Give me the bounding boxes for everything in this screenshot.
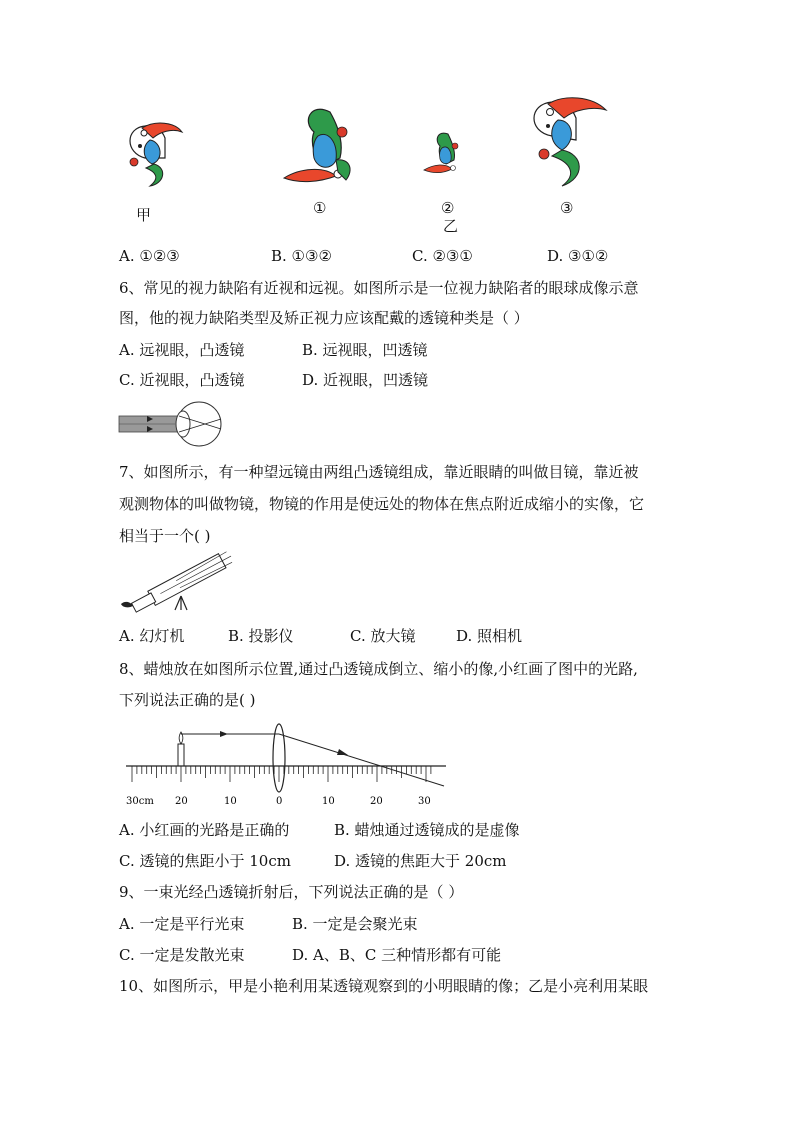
q8-option-c: C. 透镜的焦距小于 10cm — [119, 852, 291, 870]
q6-stem-line2: 图，他的视力缺陷类型及矫正视力应该配戴的透镜种类是（ ） — [119, 309, 529, 327]
q5-option-b: B. ①③② — [271, 247, 332, 265]
ruler-label-30cm-left: 30cm — [126, 796, 154, 807]
q8-stem-line2: 下列说法正确的是( ) — [119, 691, 256, 709]
ruler-label-10-right: 10 — [322, 796, 335, 807]
q7-stem-line3: 相当于一个( ) — [119, 527, 211, 545]
ruler-label-0: 0 — [276, 796, 283, 807]
q8-option-b: B. 蜡烛通过透镜成的是虚像 — [334, 821, 520, 839]
bird-figure-1 — [280, 102, 360, 194]
q8-option-d: D. 透镜的焦距大于 20cm — [334, 852, 507, 870]
q6-stem-line1: 6、常见的视力缺陷有近视和远视。如图所示是一位视力缺陷者的眼球成像示意 — [119, 279, 639, 297]
figure-label-3: ③ — [560, 199, 574, 217]
figure-label-jia: 甲 — [136, 206, 152, 224]
q9-option-a: A. 一定是平行光束 — [119, 915, 245, 933]
q7-option-d: D. 照相机 — [456, 627, 523, 645]
q7-stem-line2: 观测物体的叫做物镜，物镜的作用是使远处的物体在焦点附近成缩小的实像，它 — [119, 495, 645, 513]
ruler-label-30-right: 30 — [418, 796, 431, 807]
lens-ruler-diagram — [124, 722, 448, 810]
q7-option-b: B. 投影仪 — [228, 627, 294, 645]
q9-option-b: B. 一定是会聚光束 — [292, 915, 418, 933]
q6-option-a: A. 远视眼，凸透镜 — [119, 341, 245, 359]
figure-label-1: ① — [313, 199, 327, 217]
bird-figure-2 — [422, 130, 464, 178]
figure-label-yi: 乙 — [443, 217, 459, 235]
q7-stem-line1: 7、如图所示，有一种望远镜由两组凸透镜组成，靠近眼睛的叫做目镜，靠近被 — [119, 463, 639, 481]
q7-option-a: A. 幻灯机 — [119, 627, 185, 645]
q9-option-d: D. A、B、C 三种情形都有可能 — [292, 946, 502, 964]
q6-option-b: B. 远视眼，凹透镜 — [302, 341, 428, 359]
q5-option-c: C. ②③① — [412, 247, 473, 265]
q9-option-c: C. 一定是发散光束 — [119, 946, 245, 964]
ruler-label-20-left: 20 — [175, 796, 188, 807]
q10-stem-line1: 10、如图所示，甲是小艳利用某透镜观察到的小明眼睛的像；乙是小亮利用某眼 — [119, 977, 649, 995]
ruler-label-10-left: 10 — [224, 796, 237, 807]
bird-figure-jia — [120, 118, 190, 193]
telescope-diagram — [119, 556, 249, 612]
eye-diagram — [119, 402, 229, 446]
ruler-label-20-right: 20 — [370, 796, 383, 807]
q8-stem-line1: 8、蜡烛放在如图所示位置,通过凸透镜成倒立、缩小的像,小红画了图中的光路, — [119, 660, 638, 678]
q5-option-a: A. ①②③ — [119, 247, 180, 265]
q5-option-d: D. ③①② — [547, 247, 609, 265]
q9-stem-line1: 9、一束光经凸透镜折射后，下列说法正确的是（ ） — [119, 883, 464, 901]
q7-option-c: C. 放大镜 — [350, 627, 416, 645]
q8-option-a: A. 小红画的光路是正确的 — [119, 821, 290, 839]
q6-option-c: C. 近视眼，凸透镜 — [119, 371, 245, 389]
q6-option-d: D. 近视眼，凹透镜 — [302, 371, 429, 389]
bird-figure-3 — [522, 96, 612, 192]
figure-label-2: ② — [441, 199, 455, 217]
